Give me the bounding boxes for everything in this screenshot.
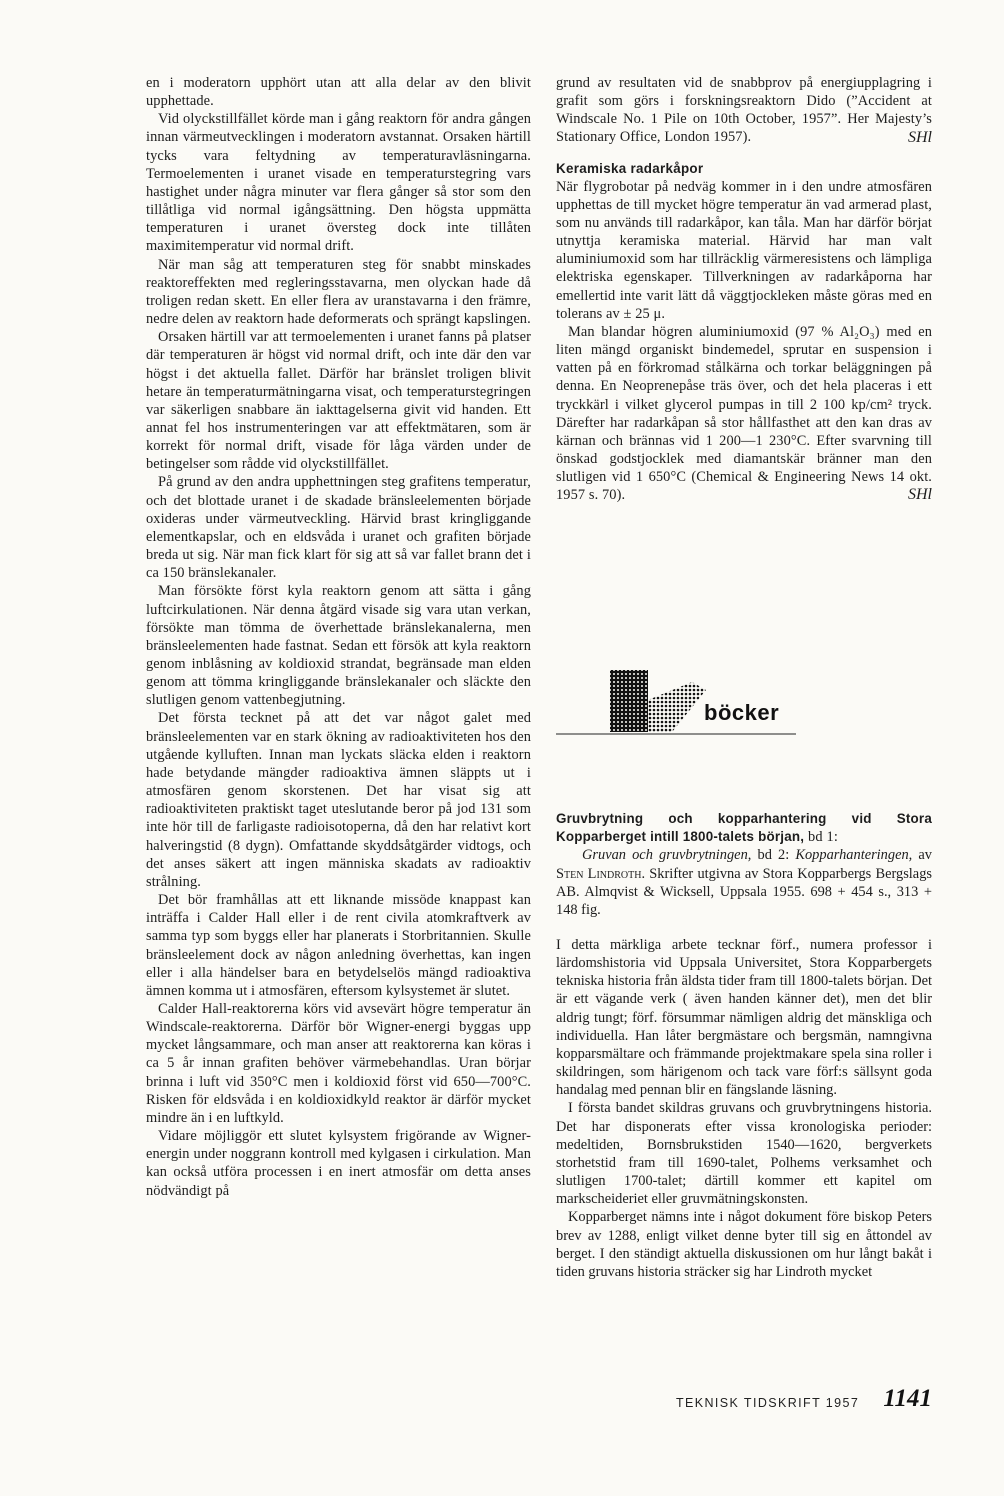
- book-subtitle-1: Gruvan och gruvbrytningen,: [582, 847, 752, 864]
- left-paragraph: Calder Hall-reaktorerna körs vid avsevärt högre temperatur än Windscale-reaktorerna. Därför bör Wigner-energi byggas upp mycket långsammare, och man anser att reaktorerna kan köras i ca 5 år innan grafiten behöver värmebehandlas. Uran börjar brinna i luft vid 350°C men i koldioxid först vid 650—700°C. Risken för eldsvåda i en koldioxidkyld reaktor är därför mycket mindre än i en luftkyld.: [146, 1000, 531, 1126]
- left-paragraph: en i moderatorn upphört utan att alla delar av den blivit upphettade.: [146, 75, 531, 110]
- logo-block: [610, 670, 648, 732]
- book-author-prefix: av: [912, 847, 932, 864]
- section-paragraph: När flygrobotar på nedväg kommer in i den undre atmosfären upphettas de till mycket högre temperatur än vad armerad plast, som nu används till radarkåpor, kan tåla. Man har därför börjat utnyttja keramiska material. Härvid har man valt aluminiumoxid som har tillräcklig värmeresistens och lämpliga elektriska egenskaper. Tillverkningen av radarkåporna har emellertid inte varit lätt då väggtjockleken måste göras med en tolerans av ± 25 μ.: [556, 178, 932, 322]
- publication-name: TEKNISK TIDSKRIFT 1957: [676, 1396, 860, 1410]
- book-review-heading: [556, 810, 932, 846]
- book-title: Gruvbrytning och kopparhantering vid Stora Kopparberget intill 1800-talets början,: [556, 811, 932, 845]
- left-paragraph: På grund av den andra upphettningen steg grafitens temperatur, och det blottade uranet i de skadade bränsleelementen började oxideras under värmeutveckling. Härvid brast kringliggande elementkapslar, och en eldsvåda i uranet och grafiten började breda ut sig. När man fick klart för sig att så var fallet brann det i ca 150 bränslekanaler.: [146, 474, 531, 582]
- section-paragraph: Man blandar högren aluminiumoxid (97 % Al₂O₃) med en liten mängd organiskt bindemedel, sprutar en suspension i vatten på en förkromad stålkärna och torkar beläggningen på denna. En Neoprenepåse träs över, och det hela placeras i ett tryckkärl i vilket glycerol pumpas in till 2 100 kp/cm² tryck. Därefter har radarkåpan så stor hållfasthet att den kan dras av kärnan och brännas vid 1 200—1 230°C. Efter svarvning till önskad godstjocklek med diamantskär bränner man den slutligen vid 1 650°C (Chemical & Engineering News 14 okt. 1957 s. 70).: [556, 323, 932, 504]
- left-paragraph: Orsaken härtill var att termoelementen i uranet fanns på platser där temperaturen är högst vid normal drift, och inte där den var högst i det aktuella fallet. Därför har bränslet troligen blivit hetare än temperaturmätningarna visat, och temperaturstegringen var säkerligen snabbare än iakttagelserna givit vid handen. Ett annat fel hos instrumenteringen var att effektmätaren, som är korrekt för normal drift, visade för låga värden under de betingelser som rådde vid olyckstillfället.: [146, 329, 531, 473]
- book-subtitle-2: Kopparhanteringen,: [795, 847, 913, 864]
- page-footer: [676, 1385, 932, 1418]
- left-paragraph: När man såg att temperaturen steg för snabbt minskades reaktoreffekten med regleringsstavarna, men olyckan hade då troligen redan skett. En eller flera av uranstavarna i den främre, nedre delen av reaktorn hade deformerats och sprängt kapslingen.: [146, 256, 531, 328]
- page-number: 1141: [883, 1385, 932, 1412]
- review-paragraph: I detta märkliga arbete tecknar förf., numera professor i lärdomshistoria vid Uppsala Universitet, Stora Kopparbergets tekniska historia från äldsta tider fram till 1800-talets början. Det är ett vägande verk ( även handen känner det), men det blir aldrig tungt; förf. försummar nämligen aldrig det mänskliga och individuella. Han låter bergmästare och bergsmän, namngivna kopparsmältare och främmande projektmakare spela sina roller i skildringen, som härigenom och tack vare förf:s sällsynt goda handalag med pennan blir en fängslande läsning.: [556, 937, 932, 1099]
- intro-paragraph: grund av resultaten vid de snabbprov på energiupplagring i grafit som görs i forskningsreaktorn Dido (”Accident at Windscale No. 1 Pile on 10th October, 1957”. Her Majesty’s Stationary Office, London 1957).: [556, 75, 932, 146]
- book-meta: [556, 846, 932, 919]
- left-column: [146, 74, 531, 1200]
- section-signature: SHl: [908, 486, 932, 504]
- books-logo: [556, 660, 816, 744]
- left-paragraph: Vid olyckstillfället körde man i gång reaktorn för andra gången innan värmeutvecklingen i moderatorn avstannat. Orsaken härtill tycks vara feltydning av temperaturavläsningarna. Termoelementen i uranet visade en temperaturstegring vars hastighet under några minuter var flera gånger så stor som den tillåtliga vid normal igångsättning. Den högsta uppmätta temperaturen i uranet översteg dock inte tillåten maximitemperatur vid normal drift.: [146, 111, 531, 255]
- section-title: Keramiska radarkåpor: [556, 160, 704, 176]
- intro-signature: SHl: [908, 128, 932, 146]
- book-subtitle-tail: bd 2:: [751, 847, 790, 864]
- logo-wedge: [648, 682, 706, 732]
- left-paragraph: Det bör framhållas att ett liknande missöde knappast kan inträffa i Calder Hall eller i de rent civila atomkraftverk av samma typ som byggs eller har planerats i Storbritannien. Skulle bränsleelement dock av någon anledning överhettas, kan ingen eller i alla händelser bara en betydelselös mängd radioaktiva ämnen komma ut i atmosfären, eftersom kylsystemet är slutet.: [146, 892, 531, 999]
- right-column: [556, 74, 932, 504]
- left-paragraph: Det första tecknet på att det var något galet med bränsleelementen var en stark ökning av radioaktiviteten hos den utgående kylluften. Innan man lyckats släcka elden i reaktorn hade betydande mängder radioaktiva ämnen släppts ut i atmosfären genom skorstenen. Det har visat sig att radioaktiviteten praktiskt taget uteslutande beror på jod 131 som inte hör till de farligaste radioisotoperna, då den har relativt kort halveringstid (8 dygn). Omfattande skyddsåtgärder vidtogs, och det anses säkert att ingen människa skadats av radioaktiv strålning.: [146, 710, 531, 890]
- left-paragraph: Man försökte först kyla reaktorn genom att sätta i gång luftcirkulationen. När denna åtgärd visade sig vara utan verkan, försökte man tömma de överhettade bränslekanalerna, men bränsleelementen hade fastnat. Sedan ett försök att kyla reaktorn genom inblåsning av koldioxid strandat, begränsade man elden genom att tömma kringliggande bränslekanaler och släckte den slutligen genom vattenbegjutning.: [146, 583, 531, 709]
- book-details: . Skrifter utgivna av Stora Kopparbergs Bergslags AB. Almqvist & Wicksell, Uppsala 1955. 698 + 454 s., 313 + 148 fig.: [556, 865, 932, 918]
- review-paragraph: I första bandet skildras gruvans och gruvbrytningens historia. Det har disponerats efter vissa kronologiska perioder: medeltiden, Bornsbrukstiden 1540—1620, bergverkets storhetstid fram till 1690-talet, Polhems verksamhet och slutligen 1700-talet; därtill kommer ett kapitel om markscheideriet eller gruvmätningskonsten.: [556, 1100, 932, 1208]
- books-logo-word: böcker: [704, 700, 780, 725]
- book-review-body: [556, 936, 932, 1281]
- book-volume-label: bd 1:: [804, 829, 839, 846]
- left-paragraph: Vidare möjliggör ett slutet kylsystem frigörande av Wigner-energin under noggrann kontroll med kylgasen i cirkulation. Man kan också utföra processen i en inert atmosfär om detta anses nödvändigt på: [146, 1128, 531, 1199]
- review-paragraph: Kopparberget nämns inte i något dokument före biskop Peters brev av 1288, enligt vilket denne byter till sig en åttondel av berget. I den ständigt aktuella diskussionen om hur långt bakåt i tiden gruvans historia sträcker sig har Lindroth mycket: [556, 1209, 932, 1280]
- book-author: Sten Lindroth: [556, 865, 642, 882]
- book-review-header: [556, 810, 932, 919]
